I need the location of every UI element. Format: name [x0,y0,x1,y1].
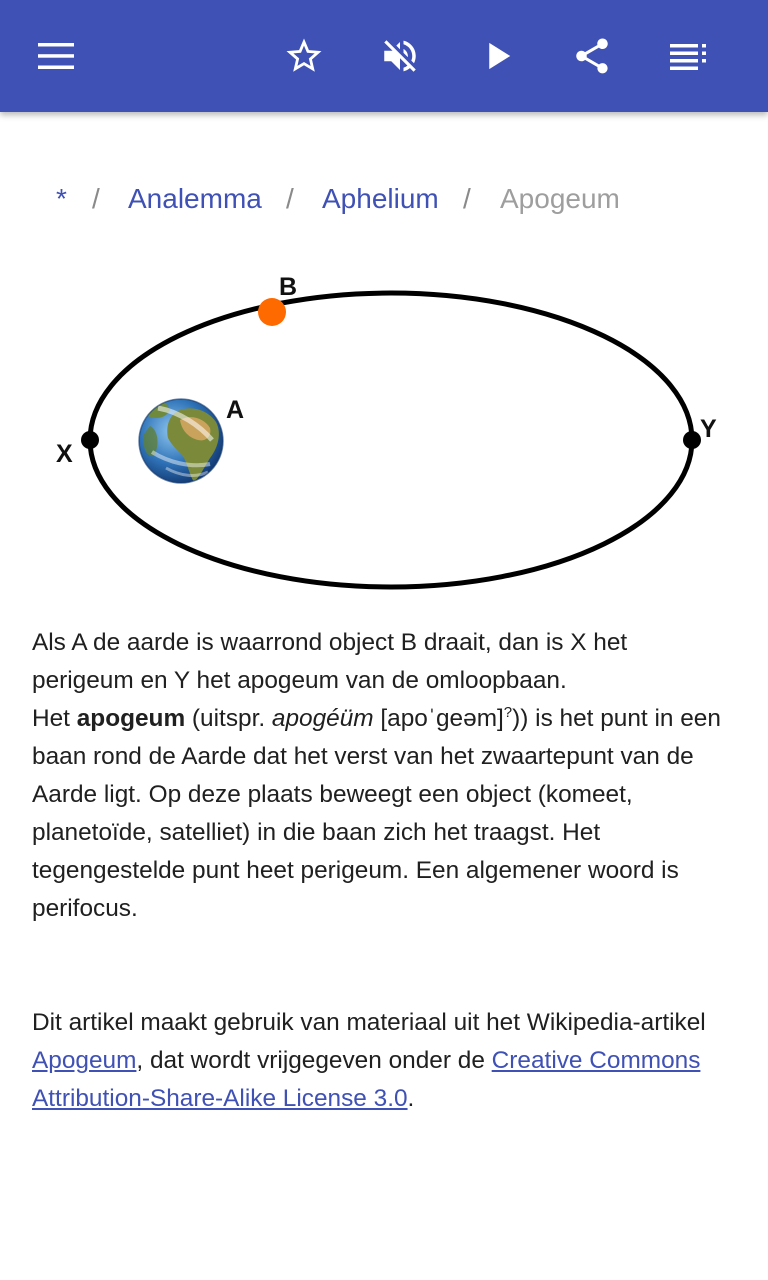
mute-button[interactable] [372,28,428,84]
menu-icon [36,42,76,70]
breadcrumb-separator: / [286,183,294,214]
play-icon [477,35,519,77]
label-x: X [56,440,73,468]
article-body [32,624,732,1118]
paragraph-spacer [32,928,732,1004]
apogee-point [683,431,701,449]
menu-button[interactable] [28,28,84,84]
definition-text: )) is het punt in een baan rond de Aarde dat het verst van het zwaartepunt van de Aarde ligt. Op deze plaats beweegt een object (komeet, planetoïde, satelliet) in die baan zich het traagst. Het tegengestelde punt heet perigeum. Een algemener woord is perifocus. [32,705,721,922]
breadcrumb-item-aphelium[interactable]: Aphelium [322,183,439,214]
attribution-end: . [407,1085,415,1112]
definition-prefix: Het [32,705,77,732]
breadcrumb-current: Apogeum [500,183,620,214]
attribution-middle: , dat wordt vrijgegeven onder de [136,1047,492,1074]
favorite-button[interactable] [276,28,332,84]
contents-button[interactable] [660,28,716,84]
breadcrumb-separator: / [92,183,100,214]
breadcrumb [0,178,768,220]
pronunciation-audio-link[interactable]: ? [503,704,513,721]
app-bar [0,0,768,112]
earth-icon [139,399,223,483]
pronunciation-ipa: [apoˈgeəm] [373,705,504,732]
attribution-paragraph [32,1004,732,1118]
share-button[interactable] [564,28,620,84]
breadcrumb-item-home[interactable]: * [56,183,67,214]
breadcrumb-item-analemma[interactable]: Analemma [128,183,262,214]
orbit-diagram [40,262,740,602]
label-a: A [226,396,245,424]
list-icon [668,42,708,70]
breadcrumb-separator: / [463,183,471,214]
star-outline-icon [283,35,325,77]
license-link[interactable]: Creative Commons Attribution-Share-Alike License 3.0 [32,1047,701,1112]
play-button[interactable] [470,28,526,84]
label-y: Y [700,415,717,443]
pronunciation-word: apogéüm [271,705,374,732]
label-b: B [279,273,298,301]
definition-term: apogeum [76,705,186,732]
pronunciation-open: (uitspr. [185,705,272,732]
share-icon [571,35,613,77]
perigee-point [81,431,99,449]
wikipedia-article-link[interactable]: Apogeum [32,1047,137,1074]
definition-paragraph [32,700,732,928]
volume-off-icon [379,35,421,77]
figure-caption: Als A de aarde is waarrond object B draait, dan is X het perigeum en Y het apogeum van de omloopbaan. [32,629,628,694]
orbiting-object [258,298,286,326]
attribution-prefix: Dit artikel maakt gebruik van materiaal uit het Wikipedia-artikel [32,1009,706,1036]
